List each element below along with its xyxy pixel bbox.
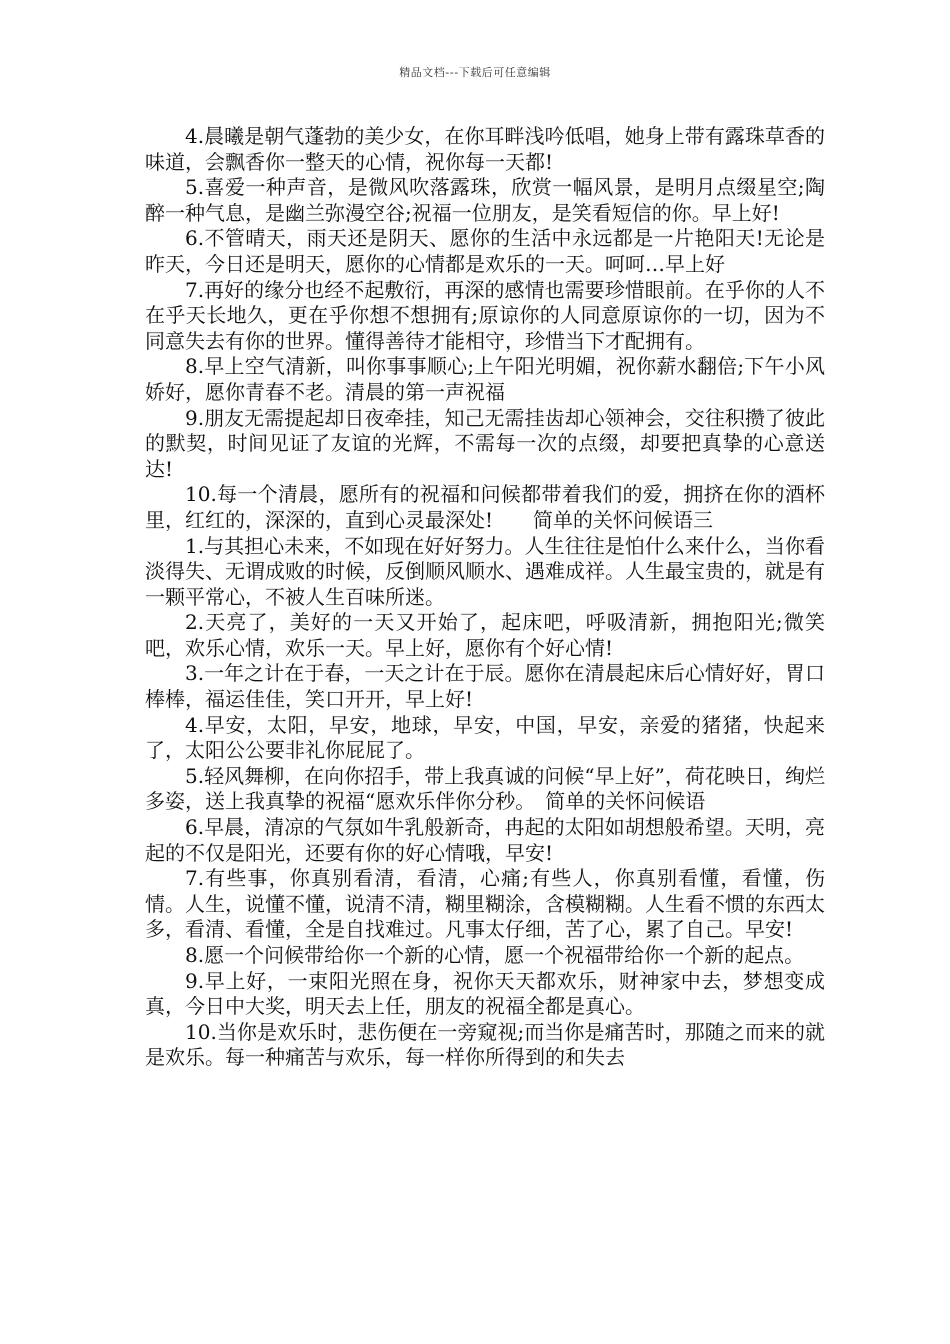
paragraph: 6.不管晴天，雨天还是阴天、愿你的生活中永远都是一片艳阳天!无论是昨天，今日还是明天，愿你的心情都是欢乐的一天。呵呵…早上好 <box>145 226 825 276</box>
document-body <box>145 124 825 1071</box>
paragraph: 6.早晨，清凉的气氛如牛乳般新奇，冉起的太阳如胡想般希望。天明，亮起的不仅是阳光，还要有你的好心情哦，早安! <box>145 815 825 865</box>
paragraph: 9.朋友无需提起却日夜牵挂，知己无需挂齿却心领神会，交往积攒了彼此的默契，时间见证了友谊的光辉，不需每一次的点缀，却要把真挚的心意送达! <box>145 405 825 481</box>
paragraph: 7.有些事，你真别看清，看清，心痛;有些人，你真别看懂，看懂，伤情。人生，说懂不懂，说清不清，糊里糊涂，含模糊糊。人生看不惯的东西太多，看清、看懂，全是自找难过。凡事太仔细，苦了心，累了自己。早安! <box>145 866 825 942</box>
paragraph: 2.天亮了，美好的一天又开始了，起床吧，呼吸清新，拥抱阳光;微笑吧，欢乐心情，欢乐一天。早上好，愿你有个好心情! <box>145 610 825 660</box>
paragraph: 8.早上空气清新，叫你事事顺心;上午阳光明媚，祝你薪水翻倍;下午小风娇好，愿你青春不老。清晨的第一声祝福 <box>145 354 825 404</box>
paragraph: 5.轻风舞柳，在向你招手，带上我真诚的问候“早上好”，荷花映日，绚烂多姿，送上我真挚的祝福“愿欢乐伴你分秒。 简单的关怀问候语 <box>145 763 825 814</box>
page-header: 精品文档---下载后可任意编辑 <box>399 66 551 79</box>
paragraph: 8.愿一个问候带给你一个新的心情，愿一个祝福带给你一个新的起点。 <box>185 943 805 967</box>
paragraph: 4.早安，太阳，早安，地球，早安，中国，早安，亲爱的猪猪，快起来了，太阳公公要非礼你屁屁了。 <box>145 712 825 763</box>
paragraph: 4.晨曦是朝气蓬勃的美少女，在你耳畔浅吟低唱，她身上带有露珠草香的味道，会飘香你一整天的心情，祝你每一天都! <box>145 124 825 174</box>
paragraph: 10.当你是欢乐时，悲伤便在一旁窥视;而当你是痛苦时，那随之而来的就是欢乐。每一种痛苦与欢乐，每一样你所得到的和失去 <box>145 1019 825 1070</box>
paragraph: 1.与其担心未来，不如现在好好努力。人生往往是怕什么来什么，当你看淡得失、无谓成败的时候，反倒顺风顺水、遇难成祥。人生最宝贵的，就是有一颗平常心，不被人生百味所迷。 <box>145 533 825 609</box>
paragraph: 9.早上好，一束阳光照在身，祝你天天都欢乐，财神家中去，梦想变成真，今日中大奖，明天去上任，朋友的祝福全都是真心。 <box>145 968 825 1019</box>
paragraph: 5.喜爱一种声音，是微风吹落露珠，欣赏一幅风景，是明月点缀星空;陶醉一种气息，是幽兰弥漫空谷;祝福一位朋友，是笑看短信的你。早上好! <box>145 175 825 225</box>
paragraph: 3.一年之计在于春，一天之计在于辰。愿你在清晨起床后心情好好，胃口棒棒，福运佳佳，笑口开开，早上好! <box>145 661 825 712</box>
paragraph: 7.再好的缘分也经不起敷衍，再深的感情也需要珍惜眼前。在乎你的人不在乎天长地久，更在乎你想不想拥有;原谅你的人同意原谅你的一切，因为不同意失去有你的世界。懂得善待才能相守，珍惜当下才配拥有。 <box>145 277 825 353</box>
paragraph: 10.每一个清晨，愿所有的祝福和问候都带着我们的爱，拥挤在你的酒杯里，红红的，深深的，直到心灵最深处! 简单的关怀问候语三 <box>145 482 825 532</box>
